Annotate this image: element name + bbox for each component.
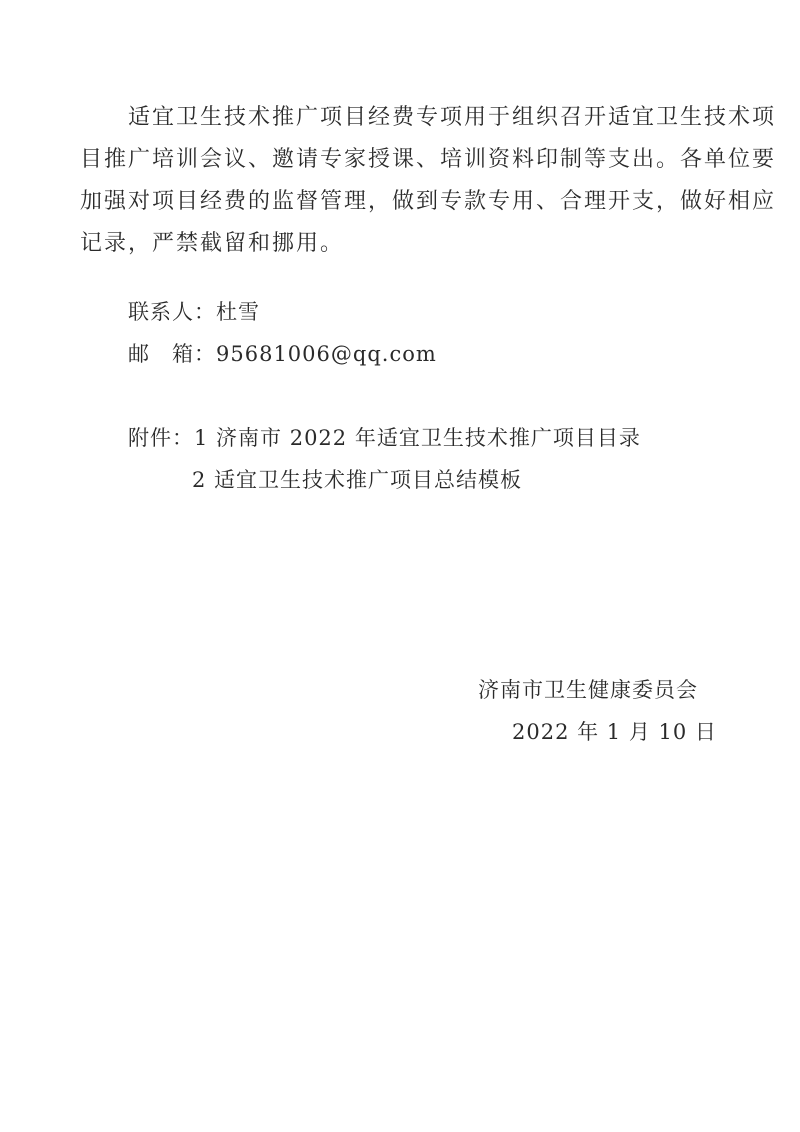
body-paragraph [80, 97, 777, 265]
signature-org: 济南市卫生健康委员会 [478, 678, 698, 702]
contact-person-value: 杜雪 [216, 300, 260, 324]
contact-person [128, 296, 260, 328]
contact-email-label: 邮 箱： [128, 342, 216, 366]
contact-email [128, 338, 437, 370]
attachment-2 [192, 464, 522, 496]
attachment-item-1: 1 济南市 2022 年适宜卫生技术推广项目目录 [194, 426, 641, 450]
attachment-item-2: 2 适宜卫生技术推广项目总结模板 [192, 468, 523, 492]
body-line-2: 目推广培训会议、邀请专家授课、培训资料印制等支出。各单位要 [80, 147, 777, 172]
signature-date: 2022 年 1 月 10 日 [512, 720, 717, 744]
attachment-prefix: 附件： [128, 426, 194, 450]
body-line-3: 加强对项目经费的监督管理，做到专款专用、合理开支，做好相应 [80, 189, 777, 214]
body-line-4: 记录，严禁截留和挪用。 [80, 231, 345, 256]
attachment-1 [128, 422, 641, 454]
contact-person-label: 联系人： [128, 300, 216, 324]
contact-email-value: 95681006@qq.com [216, 342, 437, 366]
body-line-1: 适宜卫生技术推广项目经费专项用于组织召开适宜卫生技术项 [128, 105, 777, 130]
